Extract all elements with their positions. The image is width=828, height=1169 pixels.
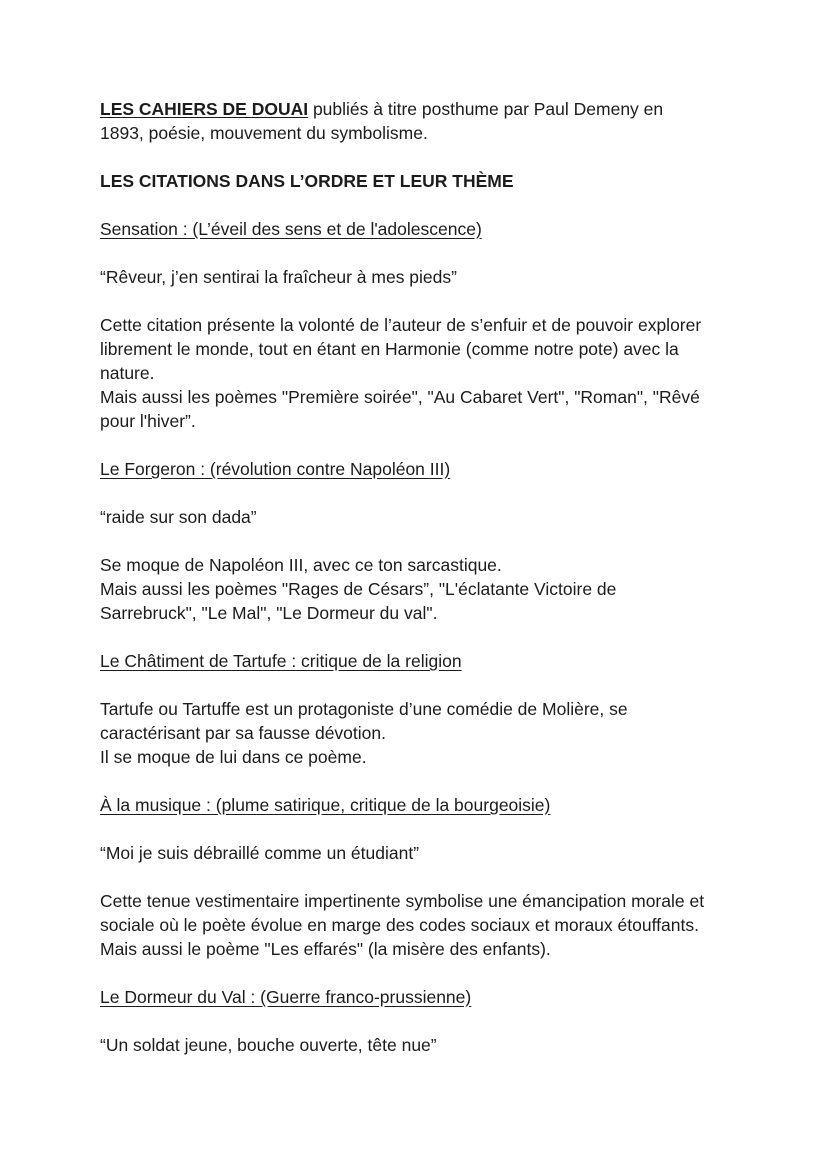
commentary — [100, 553, 768, 625]
commentary-line: Cette tenue vestimentaire impertinente symbolise une émancipation morale et — [100, 891, 705, 911]
quote: “Moi je suis débraillé comme un étudiant” — [100, 843, 420, 863]
intro-line-1-rest: publiés à titre posthume par Paul Demeny en — [308, 99, 664, 119]
section-le-dormeur-du-val — [100, 985, 768, 1057]
commentary-line: Mais aussi le poème "Les effarés" (la misère des enfants). — [100, 939, 551, 959]
quote: “raide sur son dada” — [100, 507, 257, 527]
section-title: Le Châtiment de Tartufe : critique de la religion — [100, 651, 462, 671]
book-title: LES CAHIERS DE DOUAI — [100, 99, 309, 119]
commentary-line: librement le monde, tout en étant en Harmonie (comme notre pote) avec la — [100, 339, 679, 359]
commentary-line: Il se moque de lui dans ce poème. — [100, 747, 367, 767]
section-title: À la musique : (plume satirique, critique de la bourgeoisie) — [100, 795, 551, 815]
section-a-la-musique — [100, 793, 768, 961]
commentary-line: Cette citation présente la volonté de l’auteur de s’enfuir et de pouvoir explorer — [100, 315, 702, 335]
section-heading: LES CITATIONS DANS L’ORDRE ET LEUR THÈME — [100, 171, 514, 191]
commentary-line: Tartufe ou Tartuffe est un protagoniste d’une comédie de Molière, se — [100, 699, 628, 719]
quote: “Rêveur, j’en sentirai la fraîcheur à mes pieds” — [100, 267, 457, 287]
commentary — [100, 313, 768, 433]
commentary-line: Mais aussi les poèmes "Première soirée", "Au Cabaret Vert", "Roman", "Rêvé — [100, 387, 700, 407]
quote: “Un soldat jeune, bouche ouverte, tête nue” — [100, 1035, 437, 1055]
commentary-line: Sarrebruck", "Le Mal", "Le Dormeur du val". — [100, 603, 438, 623]
section-chatiment-de-tartufe — [100, 649, 768, 769]
commentary — [100, 889, 768, 961]
section-title: Sensation : (L’éveil des sens et de l'adolescence) — [100, 219, 482, 239]
commentary — [100, 697, 768, 769]
section-sensation — [100, 217, 768, 433]
section-title: Le Dormeur du Val : (Guerre franco-prussienne) — [100, 987, 472, 1007]
section-le-forgeron — [100, 457, 768, 625]
commentary-line: Se moque de Napoléon III, avec ce ton sarcastique. — [100, 555, 502, 575]
commentary-line: sociale où le poète évolue en marge des codes sociaux et moraux étouffants. — [100, 915, 699, 935]
section-title: Le Forgeron : (révolution contre Napoléon III) — [100, 459, 451, 479]
commentary-line: pour l'hiver”. — [100, 411, 196, 431]
intro-line-2: 1893, poésie, mouvement du symbolisme. — [100, 123, 428, 143]
intro-paragraph — [100, 97, 768, 145]
commentary-line: Mais aussi les poèmes "Rages de Césars”, "L'éclatante Victoire de — [100, 579, 617, 599]
commentary-line: caractérisant par sa fausse dévotion. — [100, 723, 386, 743]
commentary-line: nature. — [100, 363, 155, 383]
